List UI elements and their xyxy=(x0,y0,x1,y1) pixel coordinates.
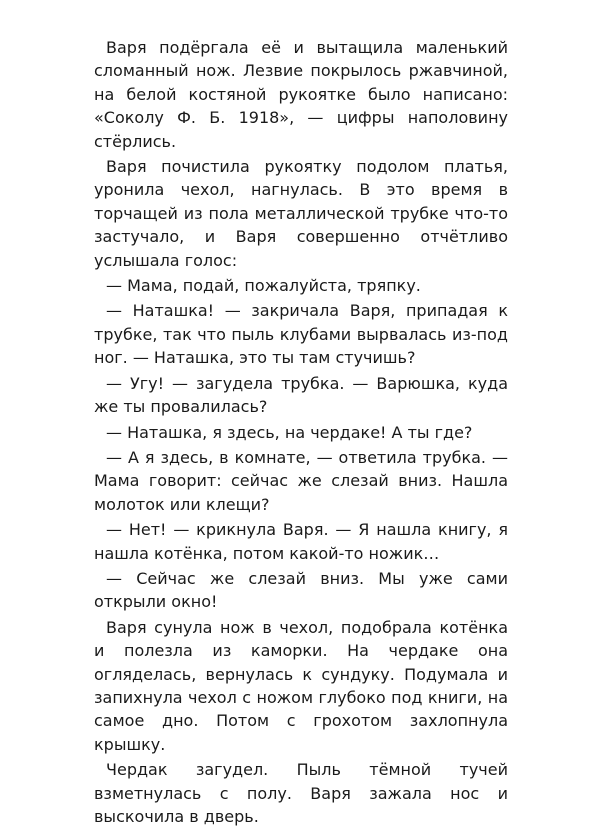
dialogue-line-7: — Сейчас же слезай вниз. Мы уже сами открыли окно! xyxy=(94,568,508,612)
dialogue-line-4: — Наташка, я здесь, на чердаке! А ты где? xyxy=(106,422,473,442)
body-text xyxy=(94,36,508,830)
paragraph-3: Варя сунула нож в чехол, подобрала котёнка и полезла из каморки. На чердаке она огляделась, вернулась к сундуку. Подумала и запихнула чехол с ножом глубоко под книги, на самое дно. Потом с грохотом захлопнула крышку. xyxy=(94,617,508,754)
dialogue-line-6: — Нет! — крикнула Варя. — Я нашла книгу, я нашла котёнка, потом какой-то ножик… xyxy=(94,520,508,563)
paragraph-1: Варя подёргала её и вытащила маленький сломанный нож. Лезвие покрылось ржавчиной, на белой костяной рукоятке было написано: «Соколу Ф. Б. 1918», — цифры наполовину стёрлись. xyxy=(94,38,508,151)
dialogue-line-1: — Мама, подай, пожалуйста, тряпку. xyxy=(106,276,421,296)
dialogue-line-2: — Наташка! — закричала Варя, припадая к трубке, так что пыль клубами вырвалась из-под ног. — Наташка, это ты там стучишь? xyxy=(94,301,508,368)
dialogue-line-3: — Угу! — загудела трубка. — Варюшка, куда же ты провалилась? xyxy=(94,373,508,417)
dialogue-line-5: — А я здесь, в комнате, — ответила трубка. — Мама говорит: сейчас же слезай вниз. Нашла молоток или клещи? xyxy=(94,447,508,514)
paragraph-4: Чердак загудел. Пыль тёмной тучей взметнулась с полу. Варя зажала нос и выскочила в дверь. xyxy=(94,760,508,826)
paragraph-2: Варя почистила рукоятку подолом платья, уронила чехол, нагнулась. В это время в торчащей из пола металлической трубке что-то застучало, и Варя совершенно отчётливо услышала голос: xyxy=(94,157,508,270)
